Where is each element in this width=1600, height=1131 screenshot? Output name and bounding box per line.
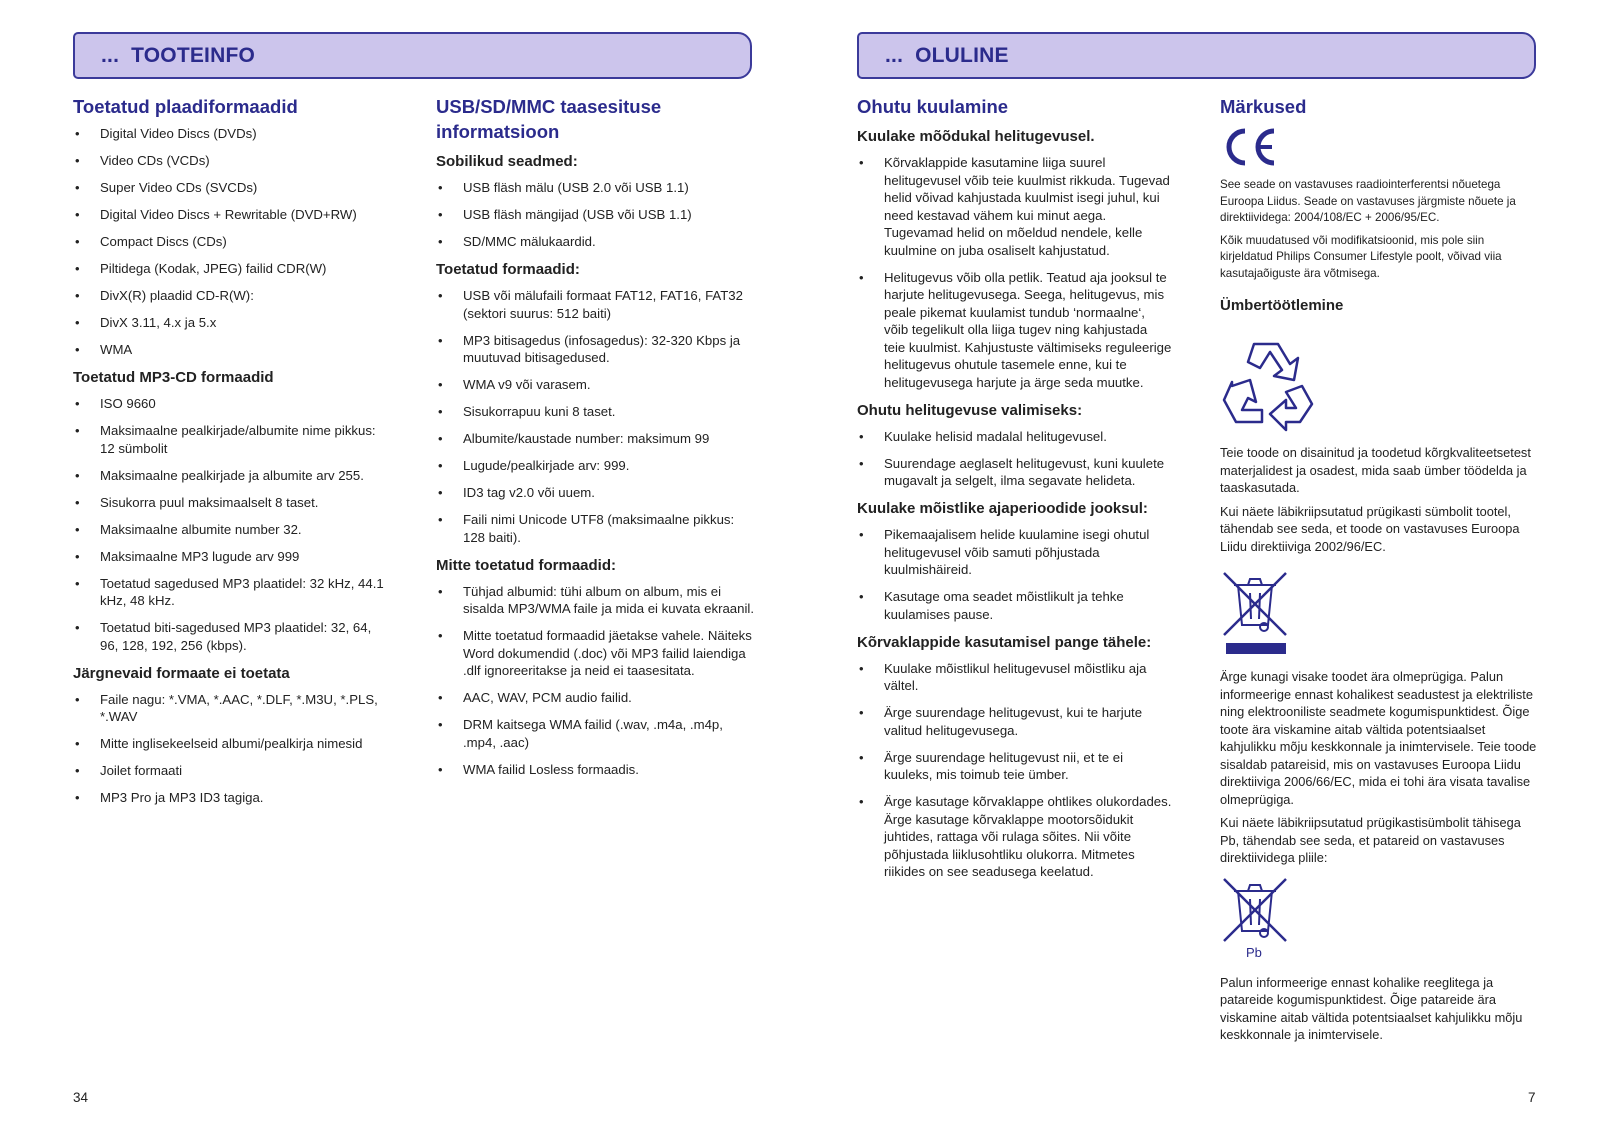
list-item: • Sisukorra puul maksimaalselt 8 taset. — [73, 494, 393, 512]
ce-mark-icon — [1220, 125, 1280, 169]
section-heading: Toetatud formaadid: — [436, 261, 580, 278]
section-heading: Kõrvaklappide kasutamisel pange tähele: — [857, 633, 1152, 651]
banner-dots: ... — [885, 43, 904, 67]
weee-bar-marker — [1226, 643, 1286, 654]
banner-oluline — [857, 32, 1536, 79]
recycling-text-1: Teie toode on disainitud ja toodetud kõrgkvaliteetsetest materjalidest ja osadest, mida saab ümber töödelda ja taaskasutada. — [1220, 445, 1531, 495]
list-item: • Joilet formaati — [73, 762, 393, 780]
ce-text-2: Kõik muudatused või modifikatsioonid, mis pole siin kirjeldatud Philips Consumer Lifestyle poolt, võivad viia kasutajaõiguste ära võtmisega. — [1220, 233, 1502, 280]
weee-text-2: Kui näete läbikriipsutatud prügikastisümbolit tähisega Pb, tähendab see seda, et patareid on vastavuses direktiividega pliile: — [1220, 815, 1521, 865]
section-heading: Toetatud plaadiformaadid — [73, 96, 298, 117]
column-supported-formats — [73, 94, 393, 816]
bullet-list — [73, 395, 393, 654]
column-title: Ohutu kuulamine — [857, 96, 1009, 117]
page-right — [800, 0, 1600, 1131]
list-item: • Compact Discs (CDs) — [73, 233, 393, 251]
list-item: • Piltidega (Kodak, JPEG) failid CDR(W) — [73, 260, 393, 278]
recycle-icon — [1220, 336, 1316, 432]
bullet-list — [436, 583, 756, 779]
list-item: • Kuulake mõistlikul helitugevusel mõistliku aja vältel. — [857, 660, 1172, 695]
list-item: • MP3 Pro ja MP3 ID3 tagiga. — [73, 789, 393, 807]
list-item: • MP3 bitisagedus (infosagedus): 32-320 Kbps ja muutuvad bitisagedused. — [436, 332, 756, 367]
list-item: • Helitugevus võib olla petlik. Teatud aja jooksul te harjute helitugevusega. Seega, helitugevus, mis peale pikemat kuulamist tundub ‘normaalne‘, võib tegelikult olla liiga tugev ning kahjustada teie kuulmist. Kahjustuste vältimiseks reguleerige helitugevus ohutule tasemele enne, kui te helitugevusega harjute ja ärge seda muutke. — [857, 269, 1172, 392]
list-item: • Digital Video Discs + Rewritable (DVD+RW) — [73, 206, 393, 224]
bullet-list — [857, 526, 1172, 623]
list-item: • Toetatud biti-sagedused MP3 plaatidel: 32, 64, 96, 128, 192, 256 (kbps). — [73, 619, 393, 654]
section-heading: Ohutu helitugevuse valimiseks: — [857, 401, 1083, 419]
list-item: • AAC, WAV, PCM audio failid. — [436, 689, 756, 707]
section-heading: Kuulake mõõdukal helitugevusel. — [857, 128, 1095, 145]
list-item: • Maksimaalne MP3 lugude arv 999 — [73, 548, 393, 566]
list-item: • ISO 9660 — [73, 395, 393, 413]
list-item: • WMA failid Losless formaadis. — [436, 761, 756, 779]
banner-tooteinfo — [73, 32, 752, 79]
weee-text-1: Ärge kunagi visake toodet ära olmeprügiga. Palun informeerige ennast kohalikest seadustest ja elektriliste ning elektrooniliste seadmete kogumispunktidest. Õige toote ära viskamine aitab vältida potentsiaalset kahjulikku mõju keskkonnale ja inimtervisele. Teie toode sisaldab patareisid, mis on vastavuses Euroopa Liidu direktiiviga 2006/66/EC, mida ei tohi ära visata tavalise olmeprügiga. — [1220, 669, 1537, 807]
section-heading: Mitte toetatud formaadid: — [436, 556, 616, 574]
column-notes — [1220, 94, 1540, 1050]
list-item: • USB fläsh mängijad (USB või USB 1.1) — [436, 206, 756, 224]
pb-label: Pb — [1246, 944, 1262, 960]
column-safe-listening — [857, 94, 1172, 890]
list-item: • Pikemaajalisem helide kuulamine isegi ohutul helitugevusel võib samuti põhjustada kuulmishäireid. — [857, 526, 1172, 579]
list-item: • Kasutage oma seadet mõistlikult ja tehke kuulamises pause. — [857, 588, 1172, 623]
list-item: • SD/MMC mälukaardid. — [436, 233, 756, 251]
list-item: • Faili nimi Unicode UTF8 (maksimaalne pikkus: 128 baiti). — [436, 511, 756, 546]
list-item: • Mitte toetatud formaadid jäetakse vahele. Näiteks Word dokumendid (.doc) või MP3 failid laiendiga .dlf ignoreeritakse ja neid ei taasesitata. — [436, 627, 756, 680]
section-heading: Toetatud MP3-CD formaadid — [73, 369, 274, 386]
crossed-bin-pb-icon — [1220, 877, 1290, 943]
crossed-bin-icon — [1220, 571, 1290, 637]
ce-text-1: See seade on vastavuses raadiointerferentsi nõuetega Euroopa Liidus. Seade on vastavuses järgmiste nõuete ja direktiividega: 2004/108/EC + 2006/95/EC. — [1220, 178, 1516, 224]
bullet-list — [436, 287, 756, 546]
list-item: • DivX(R) plaadid CD-R(W): — [73, 287, 393, 305]
list-item: • Digital Video Discs (DVDs) — [73, 125, 393, 143]
list-item: • WMA — [73, 341, 393, 359]
list-item: • Super Video CDs (SVCDs) — [73, 179, 393, 197]
list-item: • Toetatud sagedused MP3 plaatidel: 32 kHz, 44.1 kHz, 48 kHz. — [73, 575, 393, 610]
list-item: • Ärge kasutage kõrvaklappe ohtlikes olukordades. Ärge kasutage kõrvaklappe mootorsõidukit juhtides, rattaga või rulaga sõites. Nii võite põhjustada liiklusohtliku olukorra. Mitmetes riikides on see seadusega keelatud. — [857, 793, 1172, 881]
bullet-list — [436, 179, 756, 251]
bullet-list — [857, 428, 1172, 490]
section-heading: Järgnevaid formaate ei toetata — [73, 664, 290, 682]
list-item: • Video CDs (VCDs) — [73, 152, 393, 170]
column-usb-playback — [436, 94, 756, 788]
list-item: • Sisukorrapuu kuni 8 taset. — [436, 403, 756, 421]
list-item: • Maksimaalne albumite number 32. — [73, 521, 393, 539]
section-heading: Sobilikud seadmed: — [436, 153, 578, 170]
section-heading: Kuulake mõistlike ajaperioodide jooksul: — [857, 500, 1148, 517]
list-item: • Ärge suurendage helitugevust, kui te harjute valitud helitugevusega. — [857, 704, 1172, 739]
list-item: • Albumite/kaustade number: maksimum 99 — [436, 430, 756, 448]
list-item: • Kõrvaklappide kasutamine liiga suurel helitugevusel võib teie kuulmist rikkuda. Tugevad helid võivad kahjustada kuulmist isegi juhul, kui need kestavad vähem kui minut aega. Tugevamad helid on mõeldud nendele, kelle kuulmine on juba osaliselt kahjustatud. — [857, 154, 1172, 259]
page-number: 7 — [1528, 1090, 1536, 1105]
list-item: • Suurendage aeglaselt helitugevust, kuni kuulete mugavalt ja selgelt, ilma segavate helideta. — [857, 455, 1172, 490]
list-item: • DRM kaitsega WMA failid (.wav, .m4a, .m4p, .mp4, .aac) — [436, 716, 756, 751]
page-number: 34 — [73, 1090, 89, 1105]
list-item: • USB või mälufaili formaat FAT12, FAT16, FAT32 (sektori suurus: 512 baiti) — [436, 287, 756, 322]
bullet-list — [73, 125, 393, 359]
list-item: • WMA v9 või varasem. — [436, 376, 756, 394]
list-item: • Kuulake helisid madalal helitugevusel. — [857, 428, 1172, 446]
list-item: • ID3 tag v2.0 või uuem. — [436, 484, 756, 502]
bullet-list — [857, 660, 1172, 881]
list-item: • Faile nagu: *.VMA, *.AAC, *.DLF, *.M3U, *.PLS, *.WAV — [73, 691, 393, 726]
list-item: • DivX 3.11, 4.x ja 5.x — [73, 314, 393, 332]
bullet-list — [73, 691, 393, 807]
list-item: • Mitte inglisekeelseid albumi/pealkirja nimesid — [73, 735, 393, 753]
banner-dots: ... — [101, 43, 120, 67]
recycling-text-2: Kui näete läbikriipsutatud prügikasti sümbolit tootel, tähendab see seda, et toode on vastavuses Euroopa Liidu direktiiviga 2002/96/EC. — [1220, 503, 1520, 554]
bullet-list — [857, 154, 1172, 391]
recycling-heading: Ümbertöötlemine — [1220, 297, 1344, 314]
column-title: Märkused — [1220, 96, 1307, 117]
list-item: • Maksimaalne pealkirjade/albumite nime pikkus: 12 sümbolit — [73, 422, 393, 457]
battery-text: Palun informeerige ennast kohalike reeglitega ja patareide kogumispunktidest. Õige patareide ära viskamine aitab vältida potentsiaalset kahjulikku mõju keskkonnale ja inimtervisele. — [1220, 974, 1523, 1042]
list-item: • Tühjad albumid: tühi album on album, mis ei sisalda MP3/WMA faile ja mida ei kuvata ekraanil. — [436, 583, 756, 618]
list-item: • Ärge suurendage helitugevust nii, et te ei kuuleks, mis toimub teie ümber. — [857, 749, 1172, 784]
banner-title: TOOTEINFO — [131, 43, 256, 67]
column-title: USB/SD/MMC taasesituse informatsioon — [436, 96, 662, 142]
list-item: • USB fläsh mälu (USB 2.0 või USB 1.1) — [436, 179, 756, 197]
list-item: • Lugude/pealkirjade arv: 999. — [436, 457, 756, 475]
banner-title: OLULINE — [915, 43, 1009, 67]
list-item: • Maksimaalne pealkirjade ja albumite arv 255. — [73, 467, 393, 485]
